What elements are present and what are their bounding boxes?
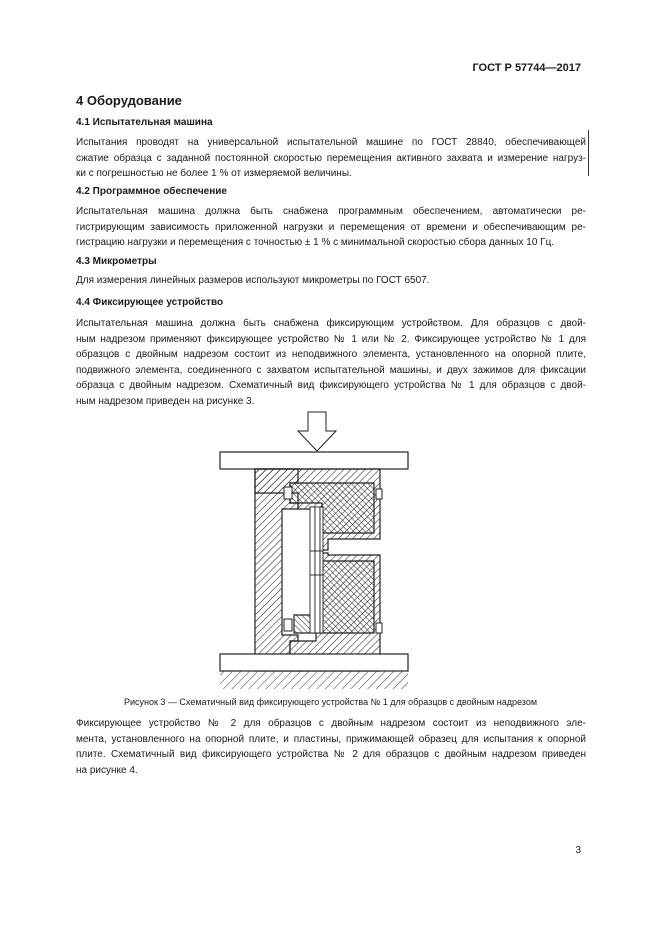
standard-code: ГОСТ Р 57744—2017: [472, 62, 581, 74]
text-line: ным надрезом применяют фиксирующее устройство № 1 или № 2. Фиксирующее устройство № 1 для: [76, 333, 586, 345]
text-line: мента, установленного на опорной плите, и пластины, прижимающей образец для испытания к опорной: [76, 733, 586, 745]
bottom-plate: [220, 654, 408, 671]
change-bar: [588, 130, 589, 176]
text-line: Испытательная машина должна быть снабжена фиксирующим устройством. Для образцов с двой-: [76, 318, 586, 329]
section-title: 4 Оборудование: [76, 93, 182, 108]
load-arrow: [298, 412, 336, 451]
figure-caption: Рисунок 3 — Схематичный вид фиксирующего устройства № 1 для образцов с двойным надрезом: [123, 697, 538, 707]
text-line: Для измерения линейных размеров используют микрометры по ГОСТ 6507.: [76, 275, 430, 286]
subsection-4-3-title: 4.3 Микрометры: [76, 256, 157, 267]
text-line: образца с двойным надрезом. Схематичный вид фиксирующего устройства № 1 для образцов с двой-: [76, 380, 586, 392]
subsection-4-2-text: [76, 204, 586, 251]
subsection-4-2-title: 4.2 Программное обеспечение: [76, 186, 227, 197]
figure-3-fixture-drawing: [210, 405, 420, 695]
text-line: подвижного элемента, соединенного с захватом испытательной машины, и двух зажимов для фиксации: [76, 364, 586, 376]
subsection-4-1-title: 4.1 Испытательная машина: [76, 117, 213, 128]
subsection-4-3-text: [76, 273, 586, 289]
top-plate: [220, 452, 408, 469]
page-number: 3: [575, 845, 581, 856]
text-line: Фиксирующее устройство № 2 для образцов с двойным надрезом состоит из неподвижного эле-: [76, 718, 586, 729]
subsection-4-4-title: 4.4 Фиксирующее устройство: [76, 297, 224, 308]
text-line: плите. Схематичный вид фиксирующего устройства № 2 для образцов с двойным надрезом приведен: [76, 749, 586, 761]
subsection-4-4-text: [76, 316, 586, 410]
text-line: гистрацию нагрузки и перемещения с точностью ± 1 % с минимальной скоростью сбора данных 10 Гц.: [76, 237, 555, 249]
subsection-4-1-text: [76, 135, 586, 182]
text-line: ки с погрешностью не более 1 % от измеряемой величины.: [76, 168, 352, 180]
after-figure-text: [76, 716, 586, 778]
text-line: на рисунке 4.: [76, 764, 138, 776]
text-line: образцов с двойным надрезом состоит из неподвижного элемента, установленного на опорной плите,: [76, 349, 586, 361]
ground-hatch: [220, 671, 408, 689]
text-line: ным надрезом приведен на рисунке 3.: [76, 395, 255, 407]
text-line: гистрирующим зависимость приложенной нагрузки и перемещения от времени и обеспечивающим ре-: [76, 221, 586, 233]
text-line: Испытательная машина должна быть снабжена программным обеспечением, автоматически ре-: [76, 206, 586, 217]
text-line: Испытания проводят на универсальной испытательной машине по ГОСТ 28840, обеспечивающей: [76, 137, 586, 148]
text-line: сжатие образца с заданной постоянной скоростью перемещения активного захвата и измерение нагруз-: [76, 152, 586, 164]
